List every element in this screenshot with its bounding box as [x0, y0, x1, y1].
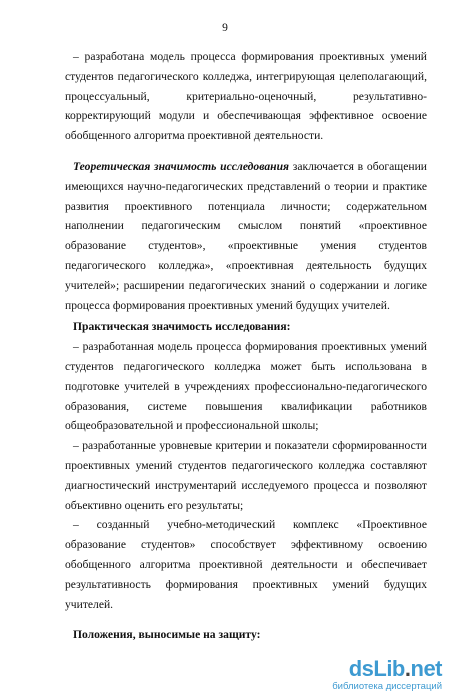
page-number: 9 — [222, 22, 228, 34]
document-body — [65, 47, 427, 645]
paragraph-practical-3: – созданный учебно-методический комплекс «Проективное образование студентов» способствует эффективному освоению обобщенного алгоритма проективной деятельности и обеспечивает результативность формирования проективных умений будущих учителей. — [65, 518, 427, 611]
practical-significance-heading: Практическая значимость исследования: — [73, 320, 291, 334]
theoretical-significance-text: заключается в обогащении имеющихся научно-педагогических представлений о теории и практике развития проективного потенциала личности; содержательном наполнении педагогическим смыслом понятий «проективное образование студентов», «проективные умения студентов педагогического колледжа», «проективная деятельность будущих учителей»; расширении педагогических знаний о содержании и логике процесса формирования проективных умений будущих учителей. — [65, 159, 427, 312]
theoretical-significance-heading: Теоретическая значимость исследования — [73, 159, 289, 173]
paragraph-theoretical-significance — [65, 157, 427, 315]
paragraph-practical-2: – разработанные уровневые критерии и показатели сформированности проективных умений студентов педагогического колледжа составляют диагностический инструментарий исследуемого процесса и позволяют объективно оценить его результаты; — [65, 439, 427, 512]
paragraph-practical-1: – разработанная модель процесса формирования проективных умений студентов педагогического колледжа может быть использована в подготовке учителей в учреждениях профессионально-педагогического образования, системе повышения квалификации работников общеобразовательной и профессиональной школы; — [65, 340, 427, 433]
dslib-logo: dsLib.net — [348, 656, 442, 681]
defense-theses-heading: Положения, выносимые на защиту: — [73, 628, 261, 642]
dslib-subtitle: библиотека диссертаций — [332, 681, 442, 692]
paragraph-model: – разработана модель процесса формирования проективных умений студентов педагогического колледжа, интегрирующая целеполагающий, процессуальный, критериально-оценочный, результативно-корректирующий модули и обеспечивающая эффективное освоение обобщенного алгоритма проективной деятельности. — [65, 50, 427, 143]
dslib-watermark[interactable] — [302, 656, 442, 692]
